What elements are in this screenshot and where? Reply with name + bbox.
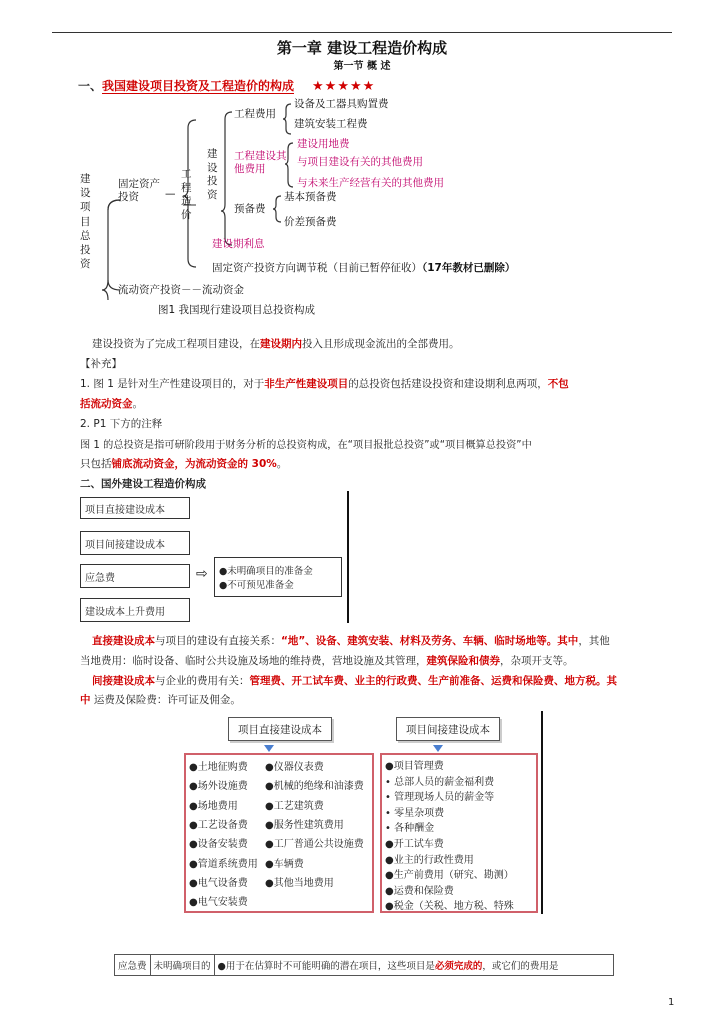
para-note2: 2. P1 下方的注释 xyxy=(80,418,163,430)
diagram-caption: 图1 我国现行建设项目总投资构成 xyxy=(158,304,316,316)
diagram-interest: 建设期利息 xyxy=(212,238,265,250)
box-direct-cost: 项目直接建设成本 xyxy=(80,497,190,519)
diagram-price-reserve: 价差预备费 xyxy=(284,216,337,228)
box-indirect-cost: 项目间接建设成本 xyxy=(80,531,190,555)
para-direct-cost-cont xyxy=(80,653,574,668)
section2-heading: 二、国外建设工程造价构成 xyxy=(80,478,206,490)
para5-a: 直接建设成本 xyxy=(92,635,155,647)
para1-a: 建设投资为了完成工程项目建设，在 xyxy=(92,338,260,350)
cost-list-item: • 管理现场人员的薪金等 xyxy=(385,792,495,804)
para2-f: 。 xyxy=(132,398,143,410)
para-note2-body: 图 1 的总投资是指可研阶段用于财务分析的总投资构成，在“项目报批总投资”或“项目概算总投资”中 xyxy=(80,440,532,451)
cost-list-item: ●场地费用 xyxy=(189,800,238,812)
diagram-tax-note: （17年教材已删除） xyxy=(422,262,516,274)
para5-d: ，其他 xyxy=(578,635,610,647)
cost-list-item: • 总部人员的薪金福利费 xyxy=(385,776,495,788)
structure-divider xyxy=(347,491,349,623)
para5-b: 与项目的建设有直接关系： xyxy=(155,635,281,647)
para-direct-cost xyxy=(92,633,610,648)
diagram-reserve: 预备费 xyxy=(234,203,266,215)
para4-b: 只包括 xyxy=(80,458,112,470)
para5-e: 当地费用：临时设备、临时公共设施及场地的维持费，营地设施及其管理， xyxy=(80,655,427,667)
footer-c3b: 必须完成的 xyxy=(434,961,483,972)
direct-cost-title: 项目直接建设成本 xyxy=(228,717,332,741)
cost-list-item: ●服务性建筑费用 xyxy=(265,819,344,831)
cost-list-item: ●设备安装费 xyxy=(189,839,248,851)
cost-list-item: ●车辆费 xyxy=(265,858,304,870)
cost-list-item: ●仪器仪表费 xyxy=(265,762,324,773)
footer-table xyxy=(114,954,614,976)
para6-e: 运费及保险费：许可证及佣金。 xyxy=(90,694,241,706)
para-note2-body-cont xyxy=(80,456,287,471)
para2-b: 非生产性建设项目 xyxy=(264,378,349,390)
diagram-root: 建设项目总投资 xyxy=(80,173,91,271)
para1-b: 建设期内 xyxy=(260,338,302,350)
diagram-construction-invest: 建设投资 xyxy=(207,148,218,201)
diagram-land: 建设用地费 xyxy=(297,138,350,150)
diagram-tax-text: 固定资产投资方向调节税（目前已暂停征收） xyxy=(212,262,422,274)
cost-list-item: • 各种酬金 xyxy=(385,823,435,835)
cost-list-item: • 零星杂项费 xyxy=(385,807,445,819)
para5-f: 建筑保险和债券 xyxy=(426,655,500,667)
para2-a: 1. 图 1 是针对生产性建设项目的，对于 xyxy=(80,378,265,390)
para6-d: 中 xyxy=(80,694,91,706)
diagram-fixed-asset: 固定资产投资 xyxy=(118,178,160,203)
footer-cell-2: 未明确项目的 xyxy=(151,955,215,975)
box-escalation: 建设成本上升费用 xyxy=(80,598,190,622)
diagram-equip: 设备及工器具购置费 xyxy=(294,98,389,110)
cost-list-item: ●工艺建筑费 xyxy=(265,800,324,812)
footer-c3c: ，或它们的费用是 xyxy=(482,961,559,972)
diagram-related: 与项目建设有关的其他费用 xyxy=(297,156,423,168)
cost-list-item: ●运费和保险费 xyxy=(385,885,454,897)
indirect-cost-title: 项目间接建设成本 xyxy=(396,717,500,741)
para-note1-cont xyxy=(80,396,143,411)
diagram-eng-fee: 工程费用 xyxy=(234,108,276,120)
section-title: 第一节 概 述 xyxy=(333,61,391,72)
cost-list-item: ●其他当地费用 xyxy=(265,877,334,889)
para6-b: 与企业的费用有关： xyxy=(155,675,250,687)
para5-g: ，杂项开支等。 xyxy=(500,655,574,667)
para-construction-investment xyxy=(92,336,460,351)
page-number: 1 xyxy=(668,997,675,1008)
cost-list-item: ●电气安装费 xyxy=(189,897,248,909)
cost-list-item: ●业主的行政性费用 xyxy=(385,854,474,866)
section1-heading-text: 我国建设项目投资及工程造价的构成 xyxy=(102,79,295,93)
importance-stars: ★★★★★ xyxy=(312,79,376,94)
contingency-item-1: ●未明确项目的准备金 xyxy=(219,566,313,577)
cost-list-item: ●生产前费用（研究、勘测） xyxy=(385,870,514,882)
footer-c3a: ●用于在估算时不可能明确的潜在项目，这些项目是 xyxy=(217,961,435,972)
para-indirect-cost xyxy=(92,673,617,688)
arrow-down-icon xyxy=(433,745,443,752)
diagram-engineering-cost: 工程造价 xyxy=(181,168,192,221)
contingency-item-2: ●不可预见准备金 xyxy=(219,580,294,591)
para4-d: 。 xyxy=(276,458,288,470)
cost-list-item: ●管道系统费用 xyxy=(189,858,258,870)
cost-list-item: ●开工试车费 xyxy=(385,839,444,850)
diagram-dash: — xyxy=(165,188,176,200)
diagram-install: 建筑安装工程费 xyxy=(294,118,368,130)
cost-list-item: ●土地征购费 xyxy=(189,762,248,773)
diagram-future: 与未来生产经营有关的其他费用 xyxy=(297,177,444,189)
cost-list-item: ●电气设备费 xyxy=(189,877,248,889)
table-divider xyxy=(541,711,543,914)
cost-list-item: ●工艺设备费 xyxy=(189,819,248,831)
diagram-basic-reserve: 基本预备费 xyxy=(284,191,337,203)
box-contingency: 应急费 xyxy=(80,564,190,588)
footer-cell-3 xyxy=(215,955,613,975)
para6-c: 管理费、开工试车费、业主的行政费、生产前准备、运费和保险费、地方税。其 xyxy=(249,675,617,687)
cost-list-item: ●机械的绝缘和油漆费 xyxy=(265,781,364,793)
cost-list-item: ●税金（关税、地方税、特殊 xyxy=(385,901,514,913)
supplement-label: 【补充】 xyxy=(80,358,122,370)
diagram-tax xyxy=(212,262,515,275)
para2-d: 不包 xyxy=(547,378,569,390)
cost-list-item: ●场外设施费 xyxy=(189,781,248,793)
contingency-detail-box xyxy=(214,557,342,597)
diagram-floating: 流动资产投资－－流动资金 xyxy=(118,284,244,296)
chapter-title: 第一章 建设工程造价构成 xyxy=(276,39,448,57)
cost-list-item: ●项目管理费 xyxy=(385,761,444,772)
section1-prefix: 一、 xyxy=(78,79,103,93)
para6-a: 间接建设成本 xyxy=(92,675,155,687)
cost-list-item: ●工厂普通公共设施费 xyxy=(265,839,364,851)
para4-c: 铺底流动资金，为流动资金的 30% xyxy=(111,458,277,470)
diagram-other-fee: 工程建设其他费用 xyxy=(234,150,287,175)
para1-c: 投入且形成现金流出的全部费用。 xyxy=(302,338,460,350)
para-note1 xyxy=(80,376,569,391)
arrow-down-icon xyxy=(264,745,274,752)
para2-e: 括流动资金 xyxy=(80,398,133,410)
para2-c: 的总投资包括建设投资和建设期利息两项， xyxy=(348,378,548,390)
arrow-icon: ⇨ xyxy=(196,566,208,582)
footer-cell-1: 应急费 xyxy=(115,955,151,975)
para-indirect-cost-cont xyxy=(80,692,241,707)
para5-c: “地”、设备、建筑安装、材料及劳务、车辆、临时场地等。其中 xyxy=(281,635,579,647)
